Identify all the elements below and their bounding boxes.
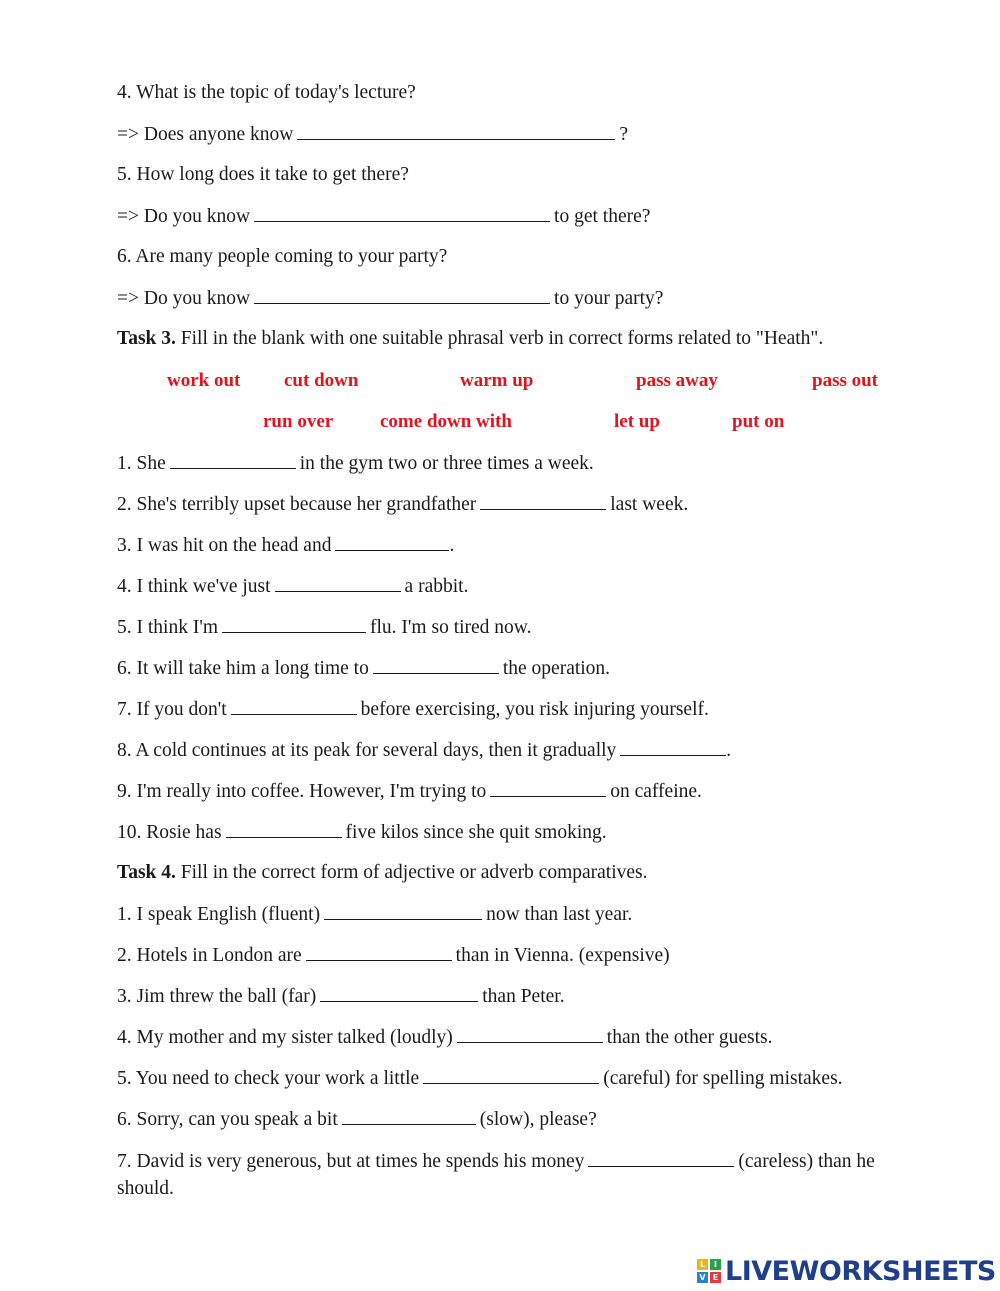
logo-tiles-icon (697, 1259, 721, 1283)
word-bank-item: put on (732, 411, 785, 432)
task3-item: 2. She's terribly upset because her grandfather last week. (117, 494, 689, 515)
answer-blank[interactable] (231, 697, 357, 715)
task4-item: 7. David is very generous, but at times he spends his money (careless) than he (117, 1151, 875, 1172)
logo-text: LIVEWORKSHEETS (725, 1255, 996, 1287)
answer-blank[interactable] (226, 820, 342, 838)
answer-blank[interactable] (324, 902, 482, 920)
task3-item: 1. She in the gym two or three times a week. (117, 453, 594, 474)
task4-item: 6. Sorry, can you speak a bit (slow), please? (117, 1109, 597, 1130)
task4-item: 3. Jim threw the ball (far) than Peter. (117, 986, 565, 1007)
word-bank-item: work out (167, 370, 241, 391)
task4-item-continuation: should. (117, 1178, 174, 1199)
task3-item: 7. If you don't before exercising, you risk injuring yourself. (117, 699, 709, 720)
task3-item: 10. Rosie has five kilos since she quit smoking. (117, 822, 607, 843)
answer-blank[interactable] (620, 738, 726, 756)
task4-item: 2. Hotels in London are than in Vienna. (expensive) (117, 945, 670, 966)
logo-tile: V (697, 1272, 708, 1283)
logo-tile: I (710, 1259, 721, 1270)
answer-blank[interactable] (342, 1107, 476, 1125)
task3-item: 5. I think I'm flu. I'm so tired now. (117, 617, 532, 638)
answer-blank[interactable] (222, 615, 366, 633)
word-bank-item: come down with (380, 411, 512, 432)
task3-item: 8. A cold continues at its peak for several days, then it gradually . (117, 740, 732, 761)
task2-answer-6: => Do you know to your party? (117, 288, 664, 309)
answer-blank[interactable] (320, 984, 478, 1002)
answer-blank[interactable] (306, 943, 452, 961)
word-bank-item: warm up (460, 370, 534, 391)
task4-item: 4. My mother and my sister talked (loudly) than the other guests. (117, 1027, 773, 1048)
task2-answer-4: => Does anyone know ? (117, 124, 628, 145)
task3-item: 9. I'm really into coffee. However, I'm trying to on caffeine. (117, 781, 702, 802)
answer-blank[interactable] (490, 779, 606, 797)
task3-heading: Task 3. Fill in the blank with one suitable phrasal verb in correct forms related to "Heath". (117, 328, 824, 349)
word-bank-item: cut down (284, 370, 359, 391)
answer-blank[interactable] (423, 1066, 599, 1084)
answer-blank[interactable] (297, 122, 615, 140)
logo-tile: E (710, 1272, 721, 1283)
answer-blank[interactable] (170, 451, 296, 469)
answer-blank[interactable] (254, 286, 550, 304)
answer-blank[interactable] (373, 656, 499, 674)
task3-item: 4. I think we've just a rabbit. (117, 576, 469, 597)
task4-heading: Task 4. Fill in the correct form of adjective or adverb comparatives. (117, 862, 648, 883)
answer-blank[interactable] (275, 574, 401, 592)
task3-item: 3. I was hit on the head and . (117, 535, 455, 556)
answer-blank[interactable] (335, 533, 449, 551)
logo-tile: L (697, 1259, 708, 1270)
answer-blank[interactable] (588, 1149, 734, 1167)
answer-blank[interactable] (457, 1025, 603, 1043)
answer-blank[interactable] (480, 492, 606, 510)
answer-blank[interactable] (254, 204, 550, 222)
task2-question-5: 5. How long does it take to get there? (117, 164, 409, 185)
task2-question-6: 6. Are many people coming to your party? (117, 246, 448, 267)
word-bank-item: let up (614, 411, 660, 432)
task2-answer-5: => Do you know to get there? (117, 206, 651, 227)
task3-item: 6. It will take him a long time to the operation. (117, 658, 611, 679)
word-bank-item: pass out (812, 370, 878, 391)
word-bank-item: run over (263, 411, 334, 432)
word-bank-item: pass away (636, 370, 718, 391)
liveworksheets-logo (697, 1256, 996, 1286)
task4-item: 1. I speak English (fluent) now than last year. (117, 904, 633, 925)
task2-question-4: 4. What is the topic of today's lecture? (117, 82, 416, 103)
task4-item: 5. You need to check your work a little (careful) for spelling mistakes. (117, 1068, 843, 1089)
